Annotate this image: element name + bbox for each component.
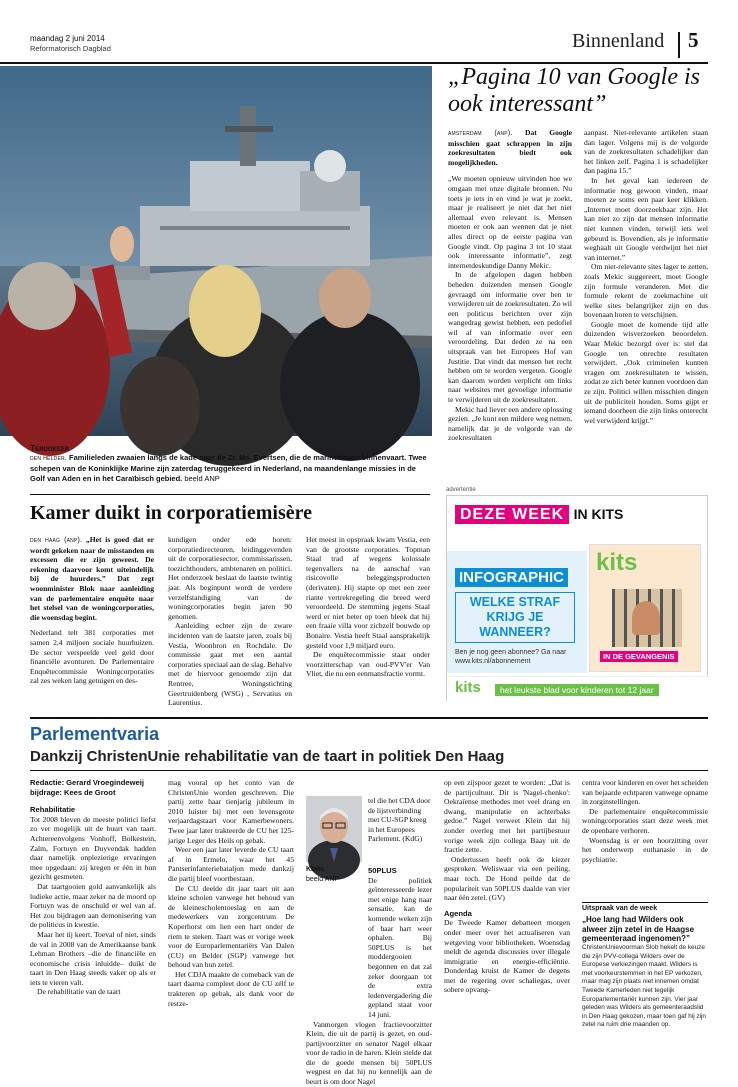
- google-place: amsterdam (anp).: [448, 130, 513, 137]
- quote-kicker: Uitspraak van de week: [582, 905, 658, 912]
- parl-c2-p1: mag vooral op het conto van de ChristenUnie worden geschreven. Die partij zette haar tienjarig jubileum in 2010 luister bij met een levensgrote verjaardagstaart voor Kamerbewoners. Twee jaar later trakteerde de CU het 125-jarige Leger des Heils op gebak.: [168, 778, 294, 845]
- ad-infographic: INFOGRAPHIC: [455, 568, 568, 587]
- parl-c2-p4: Het CDJA maakte de comeback van de taart daarna compleet door de CU zélf te trakteren op gebak, als dank voor de restze-: [168, 969, 294, 1008]
- parl-col-3b: [306, 866, 432, 1087]
- ad-banner: [455, 506, 623, 524]
- parl-col-5: [582, 778, 708, 898]
- ad-cover-badge: IN DE GEVANGENIS: [600, 651, 678, 662]
- kamer-col-3: [306, 535, 430, 705]
- google-c2-p4: Google moet de komende tijd alle duizenden wisverzoeken beoordelen. Waar Mekic bezorgd over is: stel dat Google ten onrechte resultaten verwijdert. „Ook criminelen kunnen vragen om zoekresultaten te wissen, zodat ze zich beter kunnen voordoen dan ze zijn. Politici willen misschien dingen uit de publiciteit houden. Soms gijpt er iemand doorheen die zijn links onterecht wel verwijderd krijgt.”: [584, 319, 708, 425]
- parl-c3a-p1: tel die het CDA door de lijstverbinding met CU-SGP kreeg in het Europees Parlement. (KdG): [368, 796, 431, 844]
- ad-footer-logo: kits: [455, 679, 481, 696]
- google-c2-p2: In het geval kan iedereen de informatie nog gewoon vinden, maar moeten ze soms een paar keer klikken. „Internet moet doorzoekbaar zijn. Het kan niet zo zijn dat mensen informatie niet kunnen vinden, terwijl iets wel gebeurd is. Bovendien, als je informatie weghaalt uit Google verdwijnt het niet van internet.”: [584, 175, 708, 262]
- photo-credit: beeld ANP: [184, 474, 220, 483]
- google-col-2: [584, 128, 708, 478]
- google-lead: Dat Google misschien gaat schrappen in zijn zoekresultaten biedt ook mogelijkheden.: [448, 128, 573, 167]
- google-c1-p3: Mekic had liever een andere oplossing gezien. „Je kunt een mildere weg nemen, namelijk dat je de volgorde van de zoekresultaten: [448, 404, 572, 443]
- ad-question: WELKE STRAF KRIJG JE WANNEER?: [455, 592, 575, 643]
- parl-c5-p3: Woensdag is er een hoorzitting over het onderwerp euthanasie in de psychiatrie.: [582, 835, 708, 864]
- parl-top-rule: [30, 717, 708, 719]
- ad-cover-child: [632, 601, 660, 635]
- kamer-c1-p1: Nederland telt 381 corporaties met samen 2,4 miljoen sociale huurhuizen. De sector verspeelde veel geld door financiële avonturen. De Parlementaire Enquêtecommissie Woningcorporaties zal zes weken lang getuigen en des-: [30, 628, 154, 686]
- parl-c4-p2: Ondertussen heeft ook de kiezer gesproken. Weliswaar via een peiling, maar toch. De Hond peilde dat de populariteit van 50PLUS daalde van vier naar één zetel. (GV): [444, 854, 570, 903]
- ad-banner-text: DEZE WEEK: [455, 505, 569, 524]
- ad-cover-logo: kits: [596, 549, 638, 576]
- parl-sub-50plus: 50PLUS: [368, 866, 397, 875]
- parl-c3b-p2: Vanmorgen vlogen fractievoorzitter Klein, die uit de partij is gezet, en oud-partijvoorzitter en senator Nagel elkaar voor de radio in de haren. Klein stelde dat die de goede mensen bij 50PLUS wegpest en dat hij nu kennelijk aan de beurt is om door Nagel: [306, 1019, 432, 1087]
- google-c2-p1: aanpast. Niet-relevante artikelen staan dan lager. Volgens mij is de volgorde van de zoekresultaten schadelijker dan het linken zelf. Pagina 1 is schadelijker dan pagina 15.”: [584, 128, 708, 176]
- parl-col-1: [30, 778, 156, 1058]
- klein-caption: Klein.: [306, 866, 326, 873]
- parl-byline-2: bijdrage: Kees de Groot: [30, 787, 116, 797]
- google-c1-p2: In de afgelopen dagen hebben beheden duizenden mensen Google gevraagd om informatie over hen te verwijderen uit de zoekresultaten. Zo wil een politicus berichten over zijn wangedrag gewist hebben, een pedofiel wil af van informatie over een veroordeling. Dat deden ze na een uitspraak van het Europees Hof van Justitie. Dat vindt dat mensen het recht hebben om te worden vergeten. Google kan daarom worden verplicht om links naar websites met gevoelige informatie te verwijderen uit de zoekresultaten.: [448, 270, 572, 405]
- ad-banner-brand: IN KITS: [573, 506, 624, 522]
- kamer-lead: „Het is goed dat er wordt gekeken naar de misstanden en excessen die er zijn geweest. De rekening daarvoor komt uiteindelijk bij de huurders.” Dat zegt woonminister Blok naar aanleiding van de parlementaire enquête naar het stelsel van de woningcorporaties, die woensdag begint.: [30, 535, 154, 622]
- kamer-c3-p2: De enquêtecommissie staat onder voorzitterschap van oud-PVV'er Van Vliet, die nu een eenmansfractie vormt.: [306, 650, 430, 679]
- google-headline: „Pagina 10 van Google is ook interessant”: [448, 64, 700, 117]
- masthead-date: maandag 2 juni 2014: [30, 34, 105, 43]
- ad-label: advertentie: [446, 487, 476, 493]
- masthead-paper: Reformatorisch Dagblad: [30, 44, 111, 53]
- parl-section-title: Parlementvaria: [30, 724, 160, 744]
- kamer-c2-p2: Aanleiding echter zijn de zware incidenten van de laatste jaren, zoals bij Vestia, Woonbron en Rochdale. De commissie gaat met een aantal corporaties speciaal aan de slag. Behalve met de hiervoor genoemde zijn dat Rentree, Woningstichting Geertruidenberg (WSG) , Servatius en Laurentius.: [168, 621, 292, 708]
- page-number: 5: [688, 28, 699, 52]
- kamer-c2-p1: kundigen onder ede horen: corporatiedirecteuren, leidinggevenden uit de corporatiesector, commissarissen, toezichthouders, ambtenaren en politici. Het onderzoek beslaat de laatste twintig jaar. Als beginpunt wordt de verdere verzelfstandiging van de woningcorporaties begin jaren 90 genomen.: [168, 535, 292, 621]
- parl-byline-1: Redactie: Gerard Vroegindeweij: [30, 778, 144, 787]
- parl-c1-p4: De rehabilitatie van de taart: [37, 987, 121, 997]
- parl-c4b-p1: De Tweede Kamer debatteert morgen onder meer over het actualiseren van wetgeving voor bibliotheken. Woensdag meldt de agenda discussies over illegale immigratie en energie-efficiëntie. Donderdag kruist de Kamer de degens met de regering over schaliegas, over sobere opvang-: [444, 918, 570, 995]
- photo-caption-text: Familieleden zwaaien langs de kade naar de Zr. Ms. Evertsen, die de marinehaven binnenvaart. Twee schepen van de Koninklijke Marine zijn zaterdag teruggekeerd in Nederland, na maandenlange missies in de Golf van Aden en in het Caraïbisch gebied.: [30, 453, 427, 483]
- parl-c2-p3: De CU deelde dit jaar taart uit aan kleine scholen vanwege het behoud van de kleinescholentoeslag en aan de medewerkers van zorgcentrum De Koperhorst om hen een hart onder de riem te steken. Taart was er vorige week voor de Europarlementariërs Van Dalen (CU) en Belder (SGP) vanwege het behoud van hun zetel.: [168, 883, 294, 970]
- ad-footer-bar: [447, 676, 709, 702]
- kamer-headline: Kamer duikt in corporatiemisère: [30, 502, 312, 524]
- kamer-c3-p1: Het meest in opspraak kwam Vestia, een van de grootste corporaties. Topman Staal trad af wegens kolossale tegenvallers na de aanschaf van risicovolle beleggingsproducten (derivaten). Hij stapte op met een zeer riante vertrekregeling die breed werd veroordeeld. De stemming jegens Staal werd er niet beter op toen bleek dat hij een fraaie villa voor zichzelf bouwde op Bonaire. Vestia heeft Staal aansprakelijk gesteld voor 1,9 miljard euro.: [306, 535, 430, 650]
- kamer-col-2: [168, 535, 292, 708]
- ad-footer-text: het leukste blad voor kinderen tot 12 jaar: [495, 684, 659, 696]
- parl-c2-p2: Weer een jaar later leverde de CU taart af in Ermelo, waar het 45 Pantserinfanteriebataljon mede dankzij die partij bleef voortbestaan.: [168, 845, 294, 883]
- parl-sub-rehabilitatie: Rehabilitatie: [30, 805, 76, 815]
- parl-col-2: [168, 778, 294, 1058]
- navy-ship-photo: [0, 66, 432, 436]
- parl-c5-p1: centra voor kinderen en over het scheiden van bejaarde echtparen vanwege opname in zorginstellingen.: [582, 778, 708, 807]
- parl-c1-p2: Dat taartgooien gold aanvankelijk als ludieke actie, maar zeker na de moord op Fortuyn was de onschuld er wel van af. Het zou bijdragen aan demonisering van de politicus in kwestie.: [30, 881, 156, 930]
- parl-c1-p1: Tot 2008 bleven de meeste politici liefst zo ver mogelijk uit de buurt van taart. Achtereenvolgens Vonhoff, Bolkestein, Zalm, Fortuyn en Duyvendak hadden daar namelijk onplezierige ervaringen mee opgedaan: zij kregen er één in hun gezicht gesmeten.: [30, 814, 156, 882]
- parl-c1-p3: Maar het tij keert. Toeval of niet, sinds de val in 2008 van de Amerikaanse bank Lehman Brothers –die de financiële en economische crisis inluidde– duikt de taart in Den Haag steeds vaker op als er iets te vieren valt.: [30, 929, 156, 987]
- quote-rule: [582, 902, 708, 903]
- photo-caption-title: Terugkeer: [30, 443, 70, 453]
- google-c2-p3: Om niet-relevante sites lager te zetten, zoals Mekic suggereert, moet Google zijn formule veranderen. Met die formule rekent de zoekmachine uit welke sites belangrijker zijn en dus bovenaan horen te verschijnen.: [584, 262, 708, 320]
- parl-sub-agenda: Agenda: [444, 908, 472, 918]
- klein-portrait: [306, 796, 362, 862]
- parl-c3b-p1: De politiek geïnteresseerde lezer met enige hang naar sensatie, kan de komende weken zijn of haar hart weer ophalen. Bij 50PLUS is het moddergooien begonnen en dat zal zeker doorgaan tot de extra ledenvergadering die gepland staat voor 14 juni.: [368, 875, 432, 1019]
- masthead-divider: [678, 32, 680, 58]
- ad-cover: [589, 544, 701, 672]
- quote-headline: „Hoe lang had Wilders ook alweer zijn zetel in de Haagse gemeenteraad ingenomen?”: [582, 915, 695, 943]
- parl-headline: Dankzij ChristenUnie rehabilitatie van de taart in politiek Den Haag: [30, 748, 505, 765]
- google-col-1: [448, 128, 572, 478]
- klein-credit: beeld ANP: [306, 876, 340, 883]
- ad-subscribe: Ben je nog geen abonnee? Ga naar www.kits.nl/abonnement: [455, 649, 567, 665]
- photo-caption-place: den helder.: [30, 455, 67, 462]
- parl-col-4: [444, 778, 570, 1058]
- kamer-place: den haag (anp).: [30, 537, 83, 544]
- kamer-top-rule: [30, 494, 430, 495]
- quote-text: ChristenUnievoorman Slob hekelt de keuze die zijn PVV-collega Wilders over de Europese verkiezingen maakt. Wilders is met voorkeurstemmen in het EP verkozen, maar mag zijn plaats niet innemen omdat Tweede Kamerleden niet tegelijk Europarlementariër kunnen zijn. Vier jaar geleden was Wilders als gemeenteraadslid in Den Haag gekozen, maar toen gaf hij zijn zetel na ruim drie maanden op.: [582, 944, 706, 1029]
- parl-c5-p2: De parlementaire enquêtecommissie woningcorporaties start deze week met de openbare verhoren.: [582, 806, 708, 835]
- parl-head-rule: [30, 770, 708, 771]
- section-title: Binnenland: [572, 30, 665, 52]
- photo-caption: [30, 453, 430, 484]
- parl-c4-p1: op een zijspoor gezet te worden: „Dat is de partijcultuur. Dit is 'Nagel-chenko': Oekraïense methodes met veel drang en dwang, manipulatie en achterbaks gedoe.” Nagel verweet Klein dat hij zonder overleg met het partijbestuur vorige week zijn collega Baay uit de fractie zette.: [444, 778, 570, 855]
- kamer-col-1: [30, 535, 154, 705]
- google-c1-p1: „We moeten opnieuw uitvinden hoe we omgaan met onze digitale bronnen. Nu toets je iets in en vind je wat je zoekt, maar je realiseert je niet dat het niet allemaal even relevant is. Mensen moeten er ook aan wennen dat je niet alles direct op de eerste pagina van Google vindt. Op pagina 3 tot 10 staat ook interessante informatie”, zegt internetdeskundige Danny Mekic.: [448, 174, 572, 270]
- kits-advertisement[interactable]: [446, 495, 708, 701]
